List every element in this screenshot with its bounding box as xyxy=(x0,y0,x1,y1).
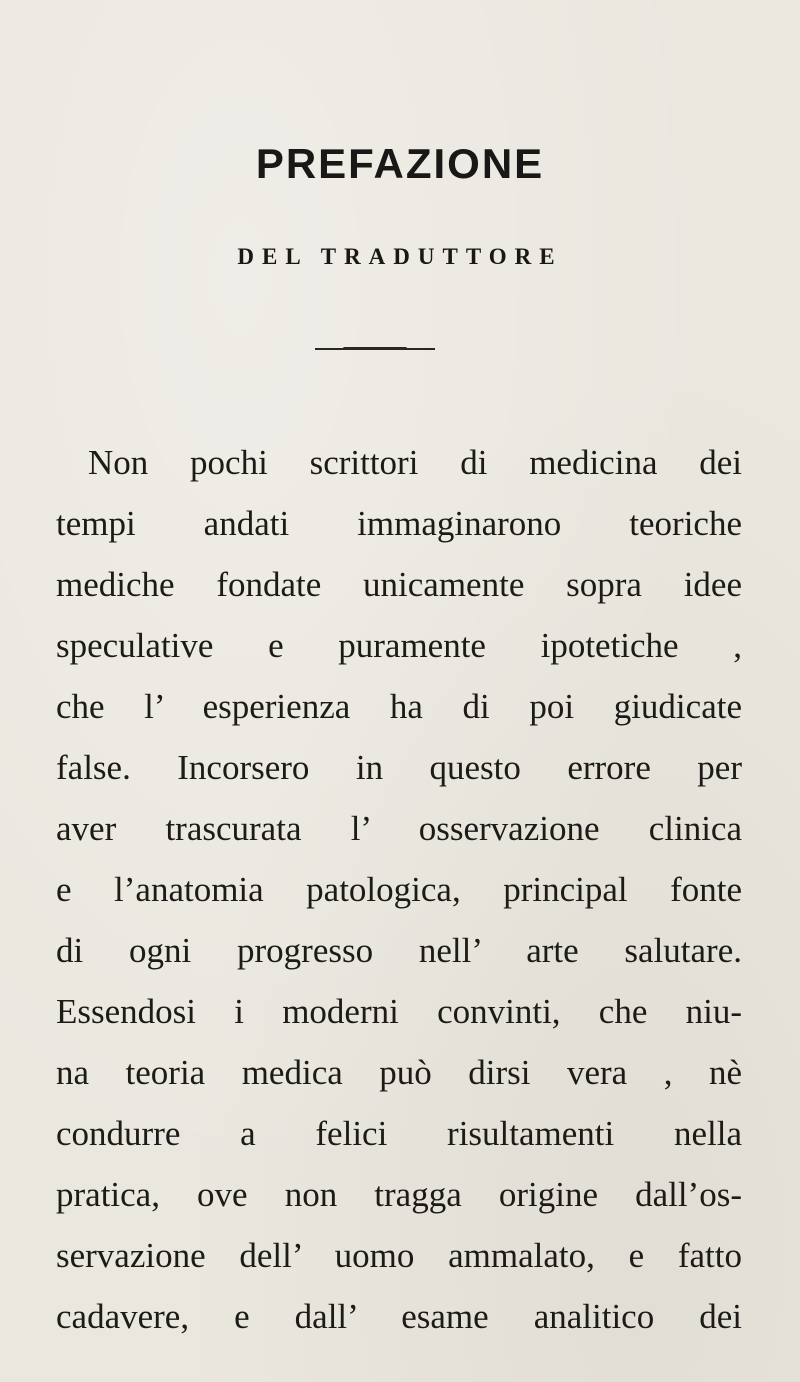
page-subtitle: DEL TRADUTTORE xyxy=(237,244,563,269)
text-line: che l’ esperienza ha di poi giudicate xyxy=(56,687,742,726)
decorative-rule xyxy=(315,348,435,350)
text-line: servazione dell’ uomo ammalato, e fatto xyxy=(56,1236,742,1275)
text-line: aver trascurata l’ osservazione clinica xyxy=(56,809,742,848)
text-line: speculative e puramente ipotetiche , xyxy=(56,626,742,665)
text-line: cadavere, e dall’ esame analitico dei xyxy=(56,1297,742,1336)
text-line: pratica, ove non tragga origine dall’os- xyxy=(56,1175,742,1214)
text-line: condurre a felici risultamenti nella xyxy=(56,1114,742,1153)
text-line: false. Incorsero in questo errore per xyxy=(56,748,742,787)
text-line: di ogni progresso nell’ arte salutare. xyxy=(56,931,742,970)
text-line: Non pochi scrittori di medicina dei xyxy=(88,443,742,482)
text-line: Essendosi i moderni convinti, che niu- xyxy=(56,992,742,1031)
body-paragraph xyxy=(56,432,742,1347)
page-title: PREFAZIONE xyxy=(255,140,545,187)
text-line: na teoria medica può dirsi vera , nè xyxy=(56,1053,742,1092)
text-line: mediche fondate unicamente sopra idee xyxy=(56,565,742,604)
text-line: e l’anatomia patologica, principal fonte xyxy=(56,870,742,909)
text-line: tempi andati immaginarono teoriche xyxy=(56,504,742,543)
